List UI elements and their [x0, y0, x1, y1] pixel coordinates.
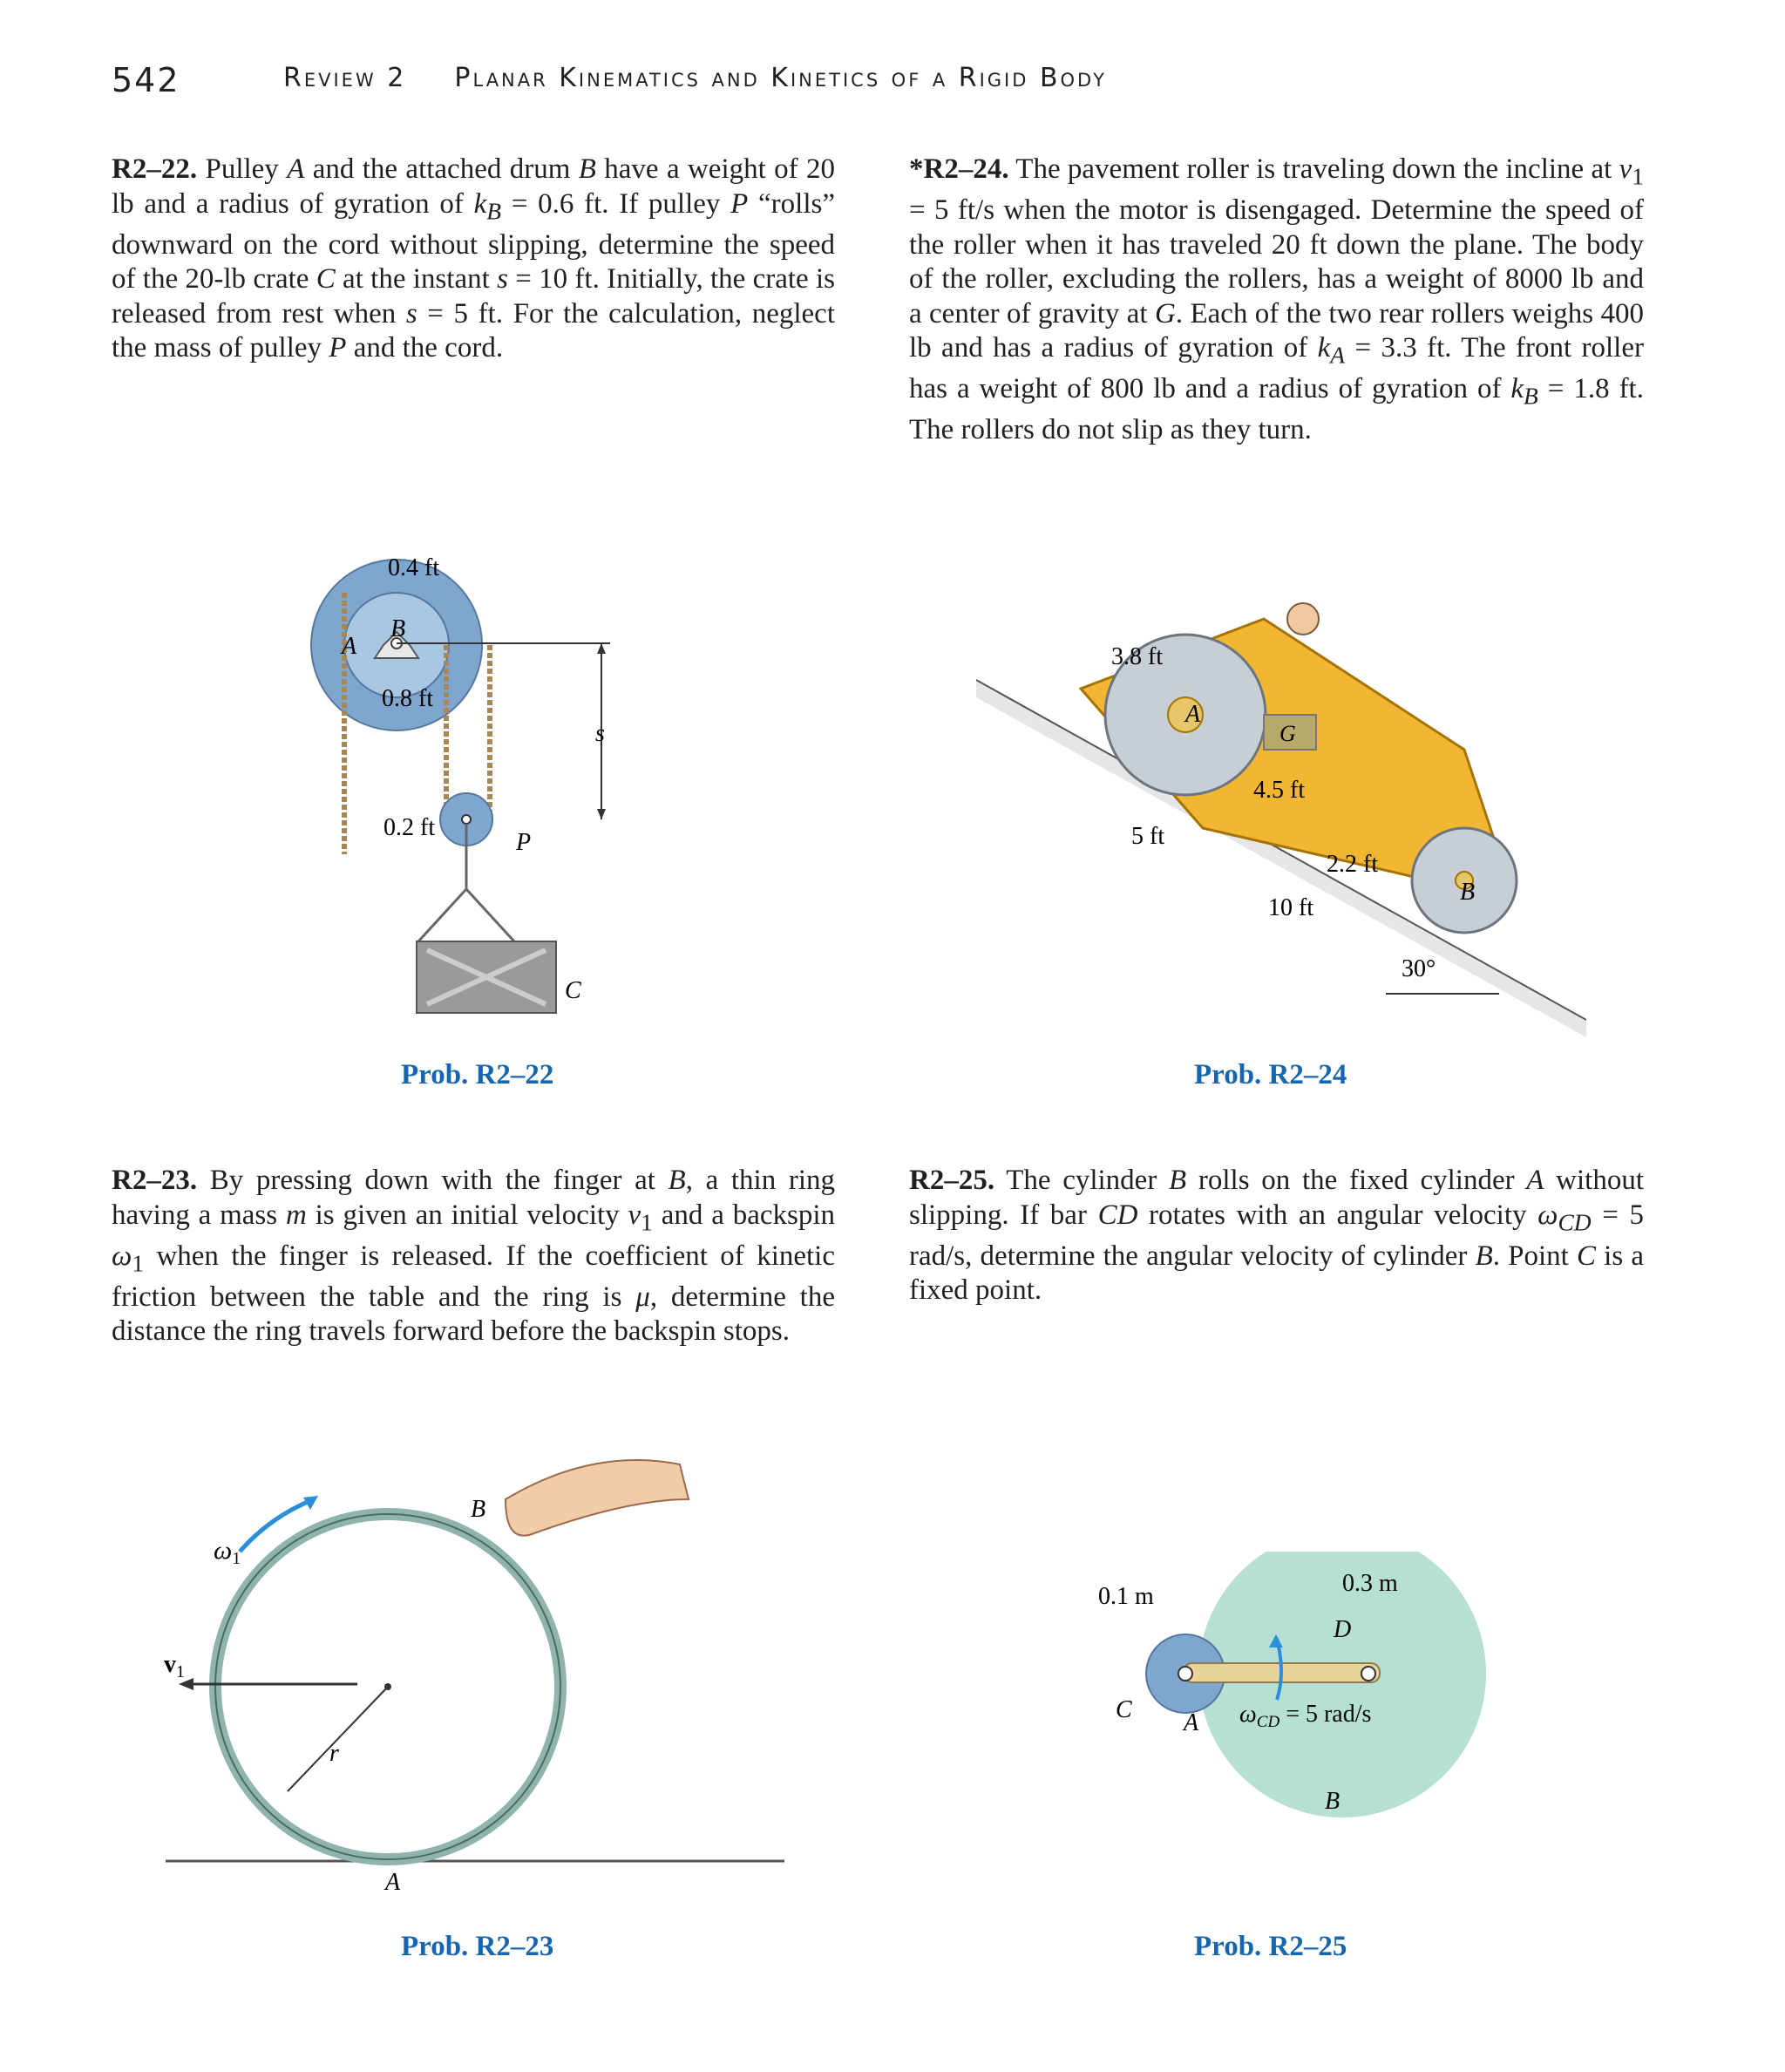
label-c: C — [1116, 1696, 1132, 1723]
page-number: 542 — [112, 61, 180, 99]
problem-r2-22 — [112, 153, 835, 366]
label-b: B — [390, 615, 406, 642]
label-g: G — [1279, 721, 1296, 746]
label-0-3m: 0.3 m — [1342, 1570, 1398, 1597]
label-0-8ft: 0.8 ft — [382, 685, 434, 712]
label-0-2ft: 0.2 ft — [383, 814, 436, 841]
caption-r2-25: Prob. R2–25 — [1194, 1931, 1347, 1962]
label-b: B — [1325, 1788, 1340, 1815]
label-30deg: 30° — [1402, 955, 1436, 982]
problem-r2-25 — [909, 1164, 1644, 1308]
page-header — [112, 54, 180, 106]
label-d: D — [1334, 1616, 1352, 1643]
label-r: r — [329, 1740, 339, 1767]
problem-text: Pulley A and the attached drum B have a weight of 20 lb and a radius of gyration of $k_B = 0.6$ ft. If pulley P “rolls” downward on the cord without slipping, determine the speed of the 20-lb crate C at the instant s = 10 ft. Initially, the crate is released from rest when s = 5 ft. For the calculation, neglect the mass of pulley P and the cord. — [112, 153, 836, 364]
figure-r2-24 — [976, 567, 1586, 1037]
label-a: A — [1185, 701, 1201, 728]
figure-r2-22 — [288, 540, 671, 1029]
problem-text: By pressing down with the finger at B, a thin ring having a mass m is given an initial velocity $v_1$ and a backspin $\omega_1$ when the finger is released. If the coefficient of kinetic friction between the table and the ring is μ, determine the distance the ring travels forward before the backspin stops. — [112, 1165, 835, 1348]
figure-r2-25 — [1081, 1552, 1499, 1831]
label-0-1m: 0.1 m — [1098, 1583, 1154, 1610]
problem-r2-23 — [112, 1164, 835, 1349]
problem-number: R2–23. — [112, 1165, 198, 1196]
label-2-2ft: 2.2 ft — [1327, 851, 1379, 878]
label-a: A — [342, 633, 357, 660]
label-s: s — [595, 720, 605, 747]
omega-arrow — [240, 1499, 314, 1552]
figure-r2-23 — [139, 1447, 802, 1900]
label-4-5ft: 4.5 ft — [1253, 777, 1306, 804]
label-v1: $v_1$ — [164, 1651, 185, 1681]
running-head-title: Planar Kinematics and Kinetics of a Rigid Body — [454, 63, 1107, 93]
problem-number: R2–22. — [112, 153, 198, 185]
label-0-4ft: 0.4 ft — [388, 554, 440, 581]
caption-r2-22: Prob. R2–22 — [401, 1059, 554, 1090]
label-5ft: 5 ft — [1131, 823, 1165, 850]
problem-r2-24 — [909, 153, 1644, 448]
running-head — [283, 63, 1107, 93]
label-p: P — [516, 829, 532, 856]
problem-text: The pavement roller is traveling down the incline at $v_1 = 5$ ft/s when the motor is disengaged. Determine the speed of the roller when it has traveled 20 ft down the plane. The body of the roller, excluding the rollers, has a weight of 8000 lb and a center of gravity at G. Each of the two rear rollers weighs 400 lb and has a radius of gyration of $k_A = 3.3$ ft. The front roller has a weight of 800 lb and a radius of gyration of $k_B = 1.8$ ft. The rollers do not slip as they turn. — [909, 153, 1644, 446]
caption-r2-24: Prob. R2–24 — [1194, 1059, 1347, 1090]
problem-number: *R2–24. — [909, 153, 1009, 185]
problem-number: R2–25. — [909, 1165, 995, 1196]
label-omega: $\omega_1$ — [214, 1536, 241, 1568]
running-head-review: Review 2 — [283, 63, 407, 93]
label-b: B — [471, 1496, 486, 1523]
label-a: A — [385, 1869, 401, 1896]
label-omega-cd: $\omega_{CD} = 5$ rad/s — [1239, 1701, 1372, 1731]
driver-icon — [1287, 603, 1319, 635]
finger-icon — [506, 1460, 689, 1536]
problem-text: The cylinder B rolls on the fixed cylinder A without slipping. If bar CD rotates with an angular velocity $\omega_{CD} = 5$ rad/s, determine the angular velocity of cylinder B. Point C is a fixed point. — [909, 1165, 1645, 1307]
label-a: A — [1184, 1709, 1199, 1736]
label-c: C — [565, 977, 581, 1004]
label-10ft: 10 ft — [1268, 894, 1314, 921]
caption-r2-23: Prob. R2–23 — [401, 1931, 554, 1962]
label-b: B — [1460, 879, 1476, 906]
label-3-8ft: 3.8 ft — [1111, 643, 1164, 670]
